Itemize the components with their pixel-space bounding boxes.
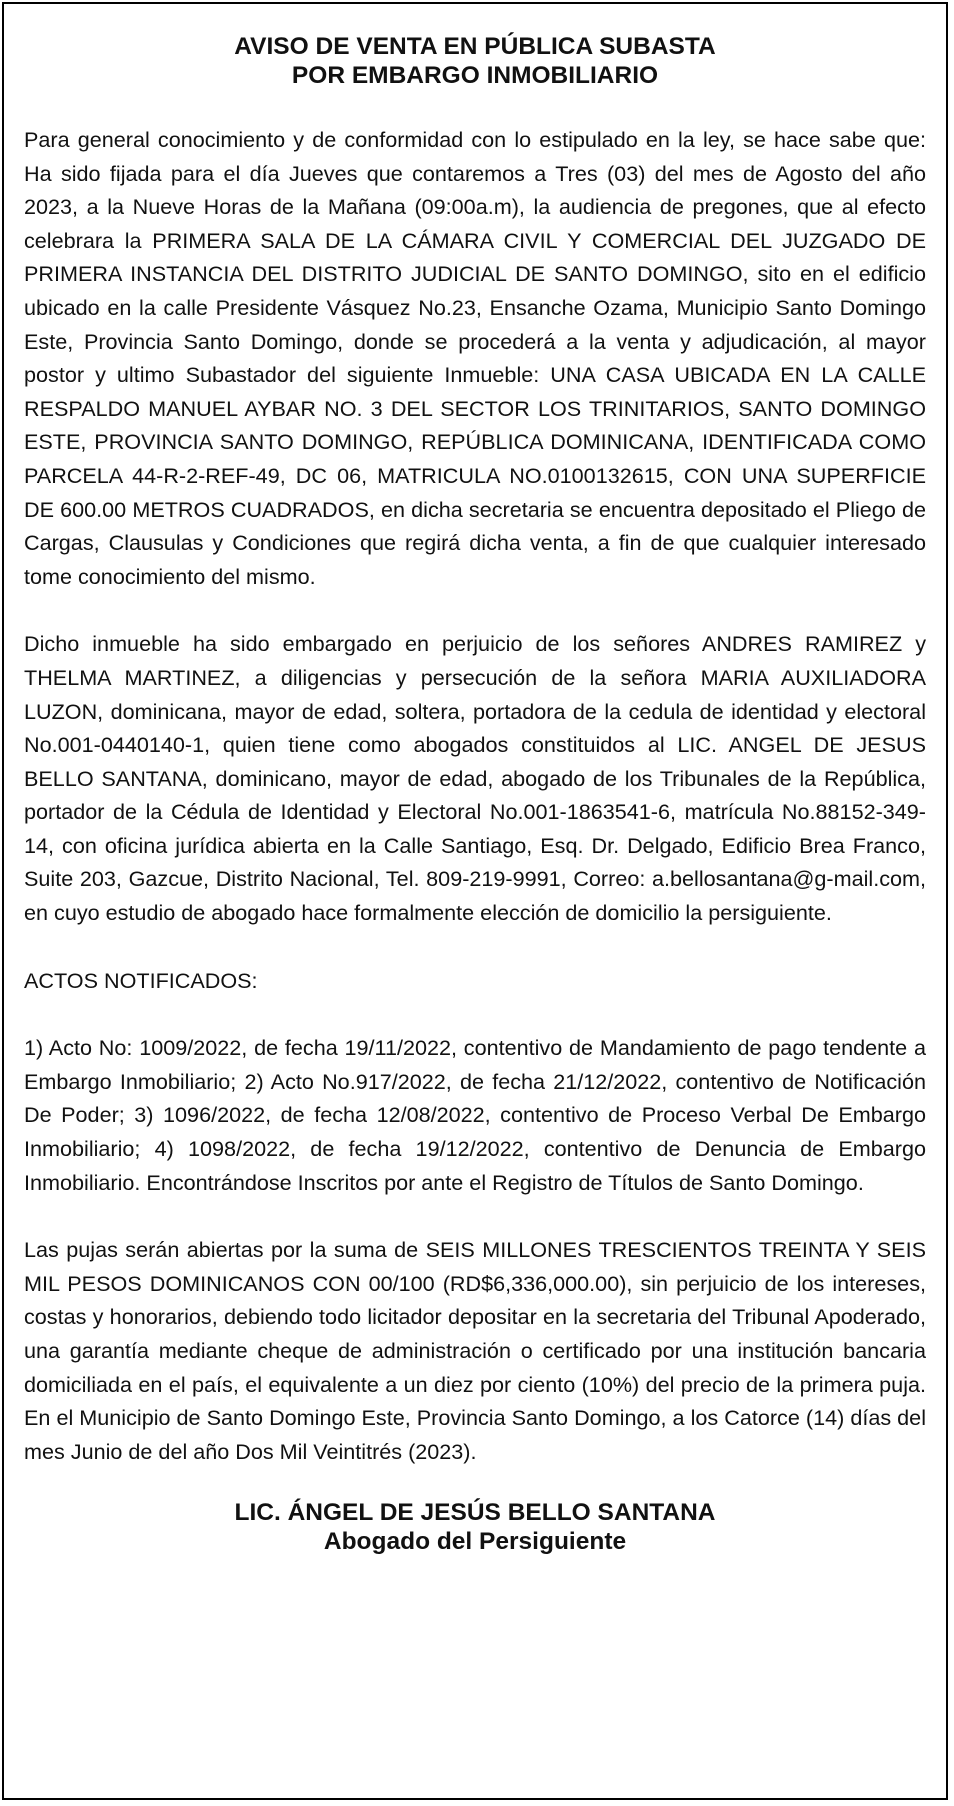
notice-title <box>24 32 926 90</box>
signature-role: Abogado del Persiguiente <box>323 1528 627 1556</box>
signature-name: LIC. ÁNGEL DE JESÚS BELLO SANTANA <box>234 1499 716 1527</box>
paragraph-bids: Las pujas serán abiertas por la suma de SEIS MILLONES TRESCIENTOS TREINTA Y SEIS MIL PESOS DOMINICANOS CON 00/100 (RD$6,336,000.00), sin perjuicio de los intereses, costas y honorarios, debiendo todo licitador depositar en la secretaria del Tribunal Apoderado, una garantía mediante cheque de administración o certificado por una institución bancaria domiciliada en el país, el equivalente a un diez por ciento (10%) del precio de la primera puja. En el Municipio de Santo Domingo Este, Provincia Santo Domingo, a los Catorce (14) días del mes Junio de del año Dos Mil Veintitrés (2023). <box>24 1237 926 1464</box>
signature-block <box>24 1498 926 1556</box>
title-line-1: AVISO DE VENTA EN PÚBLICA SUBASTA <box>234 33 716 60</box>
title-line-2: POR EMBARGO INMOBILIARIO <box>291 62 659 89</box>
paragraph-acts-heading: ACTOS NOTIFICADOS: <box>24 967 258 993</box>
paragraph-seizure: Dicho inmueble ha sido embargado en perjuicio de los señores ANDRES RAMIREZ y THELMA MARTINEZ, a diligencias y persecución de la señora MARIA AUXILIADORA LUZON, dominicana, mayor de edad, soltera, portadora de la cedula de identidad y electoral No.001-0440140-1, quien tiene como abogados constituidos al LIC. ANGEL DE JESUS BELLO SANTANA, dominicano, mayor de edad, abogado de los Tribunales de la República, portador de la Cédula de Identidad y Electoral No.001-1863541-6, matrícula No.88152-349-14, con oficina jurídica abierta en la Calle Santiago, Esq. Dr. Delgado, Edificio Brea Franco, Suite 203, Gazcue, Distrito Nacional, Tel. 809-219-9991, Correo: a.bellosantana@g-mail.com, en cuyo estudio de abogado hace formalmente elección de domicilio la persiguiente. <box>24 631 926 926</box>
paragraph-hearing: Para general conocimiento y de conformidad con lo estipulado en la ley, se hace sabe que: Ha sido fijada para el día Jueves que contaremos a Tres (03) del mes de Agosto del año 2023, a la Nueve Horas de la Mañana (09:00a.m), la audiencia de pregones, que al efecto celebrara la PRIMERA SALA DE LA CÁMARA CIVIL Y COMERCIAL DEL JUZGADO DE PRIMERA INSTANCIA DEL DISTRITO JUDICIAL DE SANTO DOMINGO, sito en el edificio ubicado en la calle Presidente Vásquez No.23, Ensanche Ozama, Municipio Santo Domingo Este, Provincia Santo Domingo, donde se procederá a la venta y adjudicación, al mayor postor y ultimo Subastador del siguiente Inmueble: UNA CASA UBICADA EN LA CALLE RESPALDO MANUEL AYBAR NO. 3 DEL SECTOR LOS TRINITARIOS, SANTO DOMINGO ESTE, PROVINCIA SANTO DOMINGO, REPÚBLICA DOMINICANA, IDENTIFICADA COMO PARCELA 44-R-2-REF-49, DC 06, MATRICULA NO.0100132615, CON UNA SUPERFICIE DE 600.00 METROS CUADRADOS, en dicha secretaria se encuentra depositado el Pliego de Cargas, Clausulas y Condiciones que regirá dicha venta, a fin de que cualquier interesado tome conocimiento del mismo. <box>24 127 926 589</box>
notice-frame <box>2 2 948 1800</box>
notice-content <box>24 32 926 1556</box>
paragraph-acts-list: 1) Acto No: 1009/2022, de fecha 19/11/2022, contentivo de Mandamiento de pago tendente a Embargo Inmobiliario; 2) Acto No.917/2022, de fecha 21/12/2022, contentivo de Notificación De Poder; 3) 1096/2022, de fecha 12/08/2022, contentivo de Proceso Verbal De Embargo Inmobiliario; 4) 1098/2022, de fecha 19/12/2022, contentivo de Denuncia de Embargo Inmobiliario. Encontrándose Inscritos por ante el Registro de Títulos de Santo Domingo. <box>24 1035 926 1195</box>
